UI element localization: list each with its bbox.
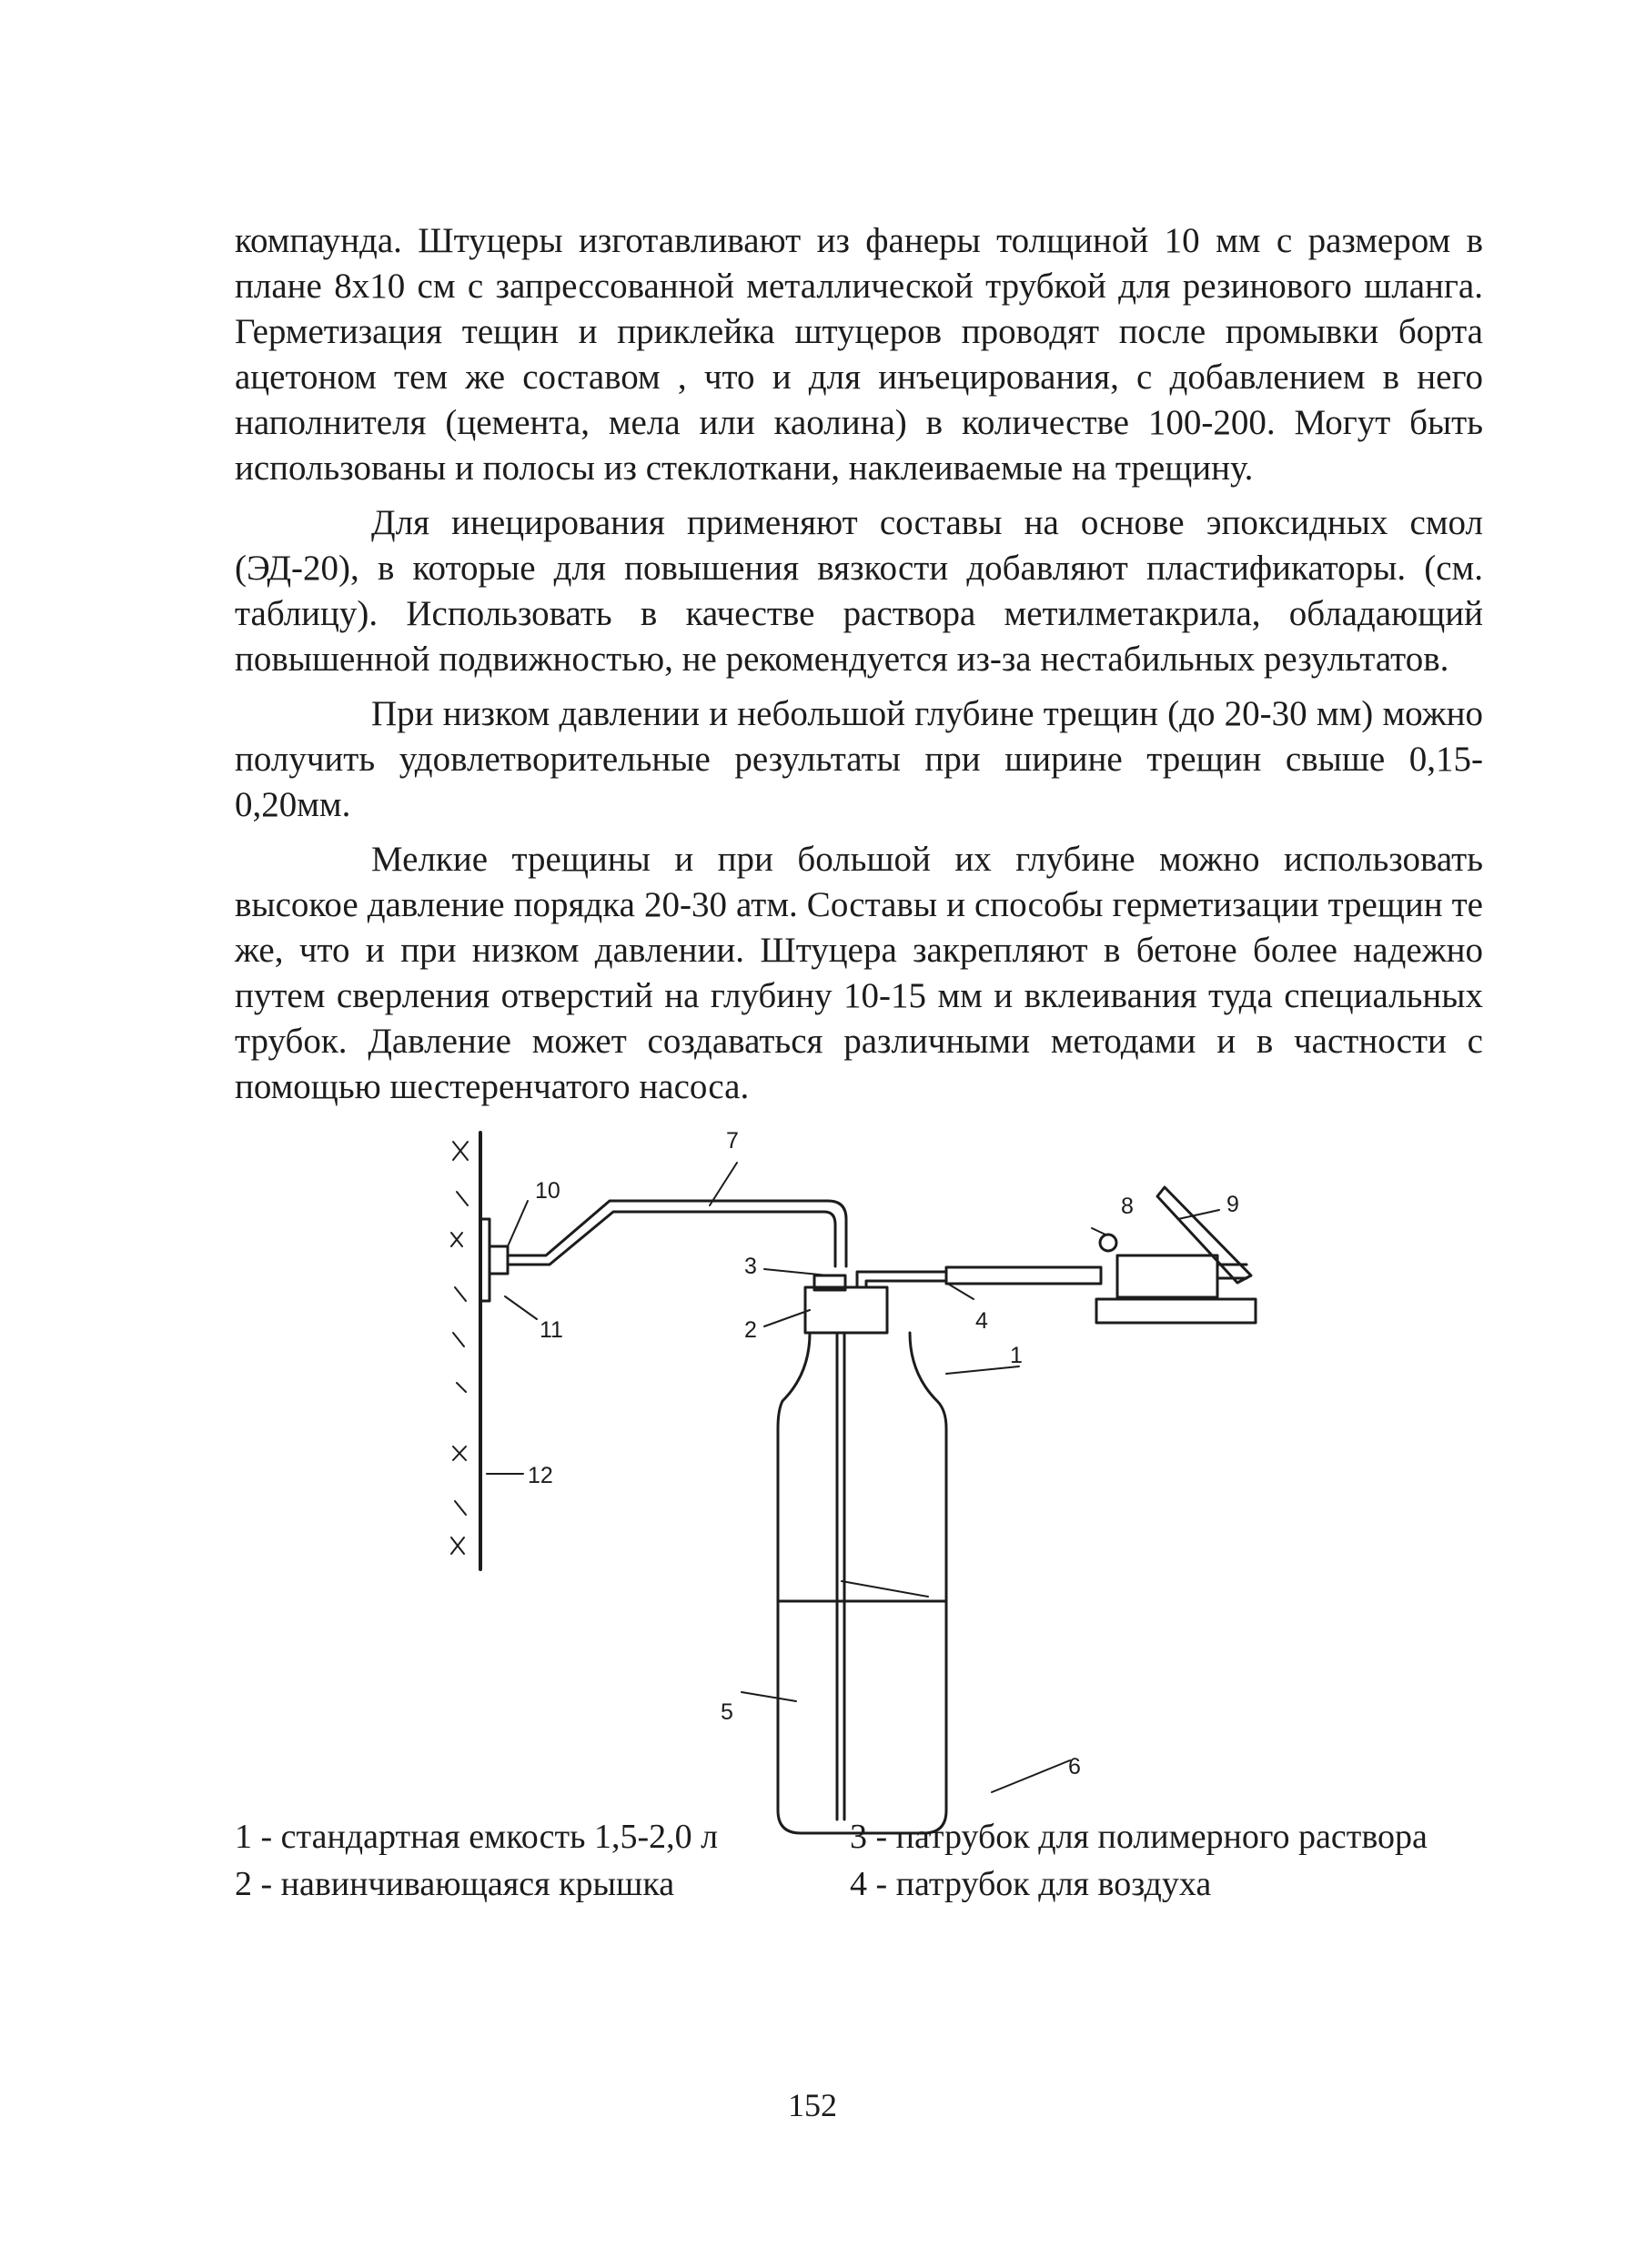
label-3: 3 [744, 1254, 757, 1279]
legend-item-2: 2 - навинчивающаяся крышка [235, 1865, 675, 1903]
legend-item-4: 4 - патрубок для воздуха [850, 1865, 1212, 1903]
page-number: 152 [788, 2087, 837, 2123]
label-8: 8 [1121, 1194, 1134, 1219]
paragraph-3: При низком давлении и небольшой глубине трещин (до 20-30 мм) можно получить удовлетворительные результаты при ширине трещин свыше 0,15-0,20мм. [235, 694, 1483, 824]
label-12: 12 [528, 1463, 553, 1488]
legend-item-1: 1 - стандартная емкость 1,5-2,0 л [235, 1818, 719, 1856]
legend-column-left [235, 1813, 718, 1908]
paragraph-1: компаунда. Штуцеры изготавливают из фанеры толщиной 10 мм с размером в плане 8х10 см с запрессованной металлической трубкой для резинового шланга. Герметизация тещин и приклейка штуцеров проводят после промывки борта ацетоном тем же составом , что и для инъецирования, с добавлением в него наполнителя (цемента, мела или каолина) в количестве 100-200. Могут быть использованы и полосы из стеклоткани, наклеиваемые на трещину. [235, 221, 1483, 488]
legend-column-right [850, 1813, 1428, 1908]
diagram-svg [437, 1119, 1301, 1838]
label-5: 5 [721, 1699, 733, 1725]
legend-item-3: 3 - патрубок для полимерного раствора [850, 1818, 1428, 1856]
label-4: 4 [975, 1308, 988, 1334]
label-2: 2 [744, 1317, 757, 1343]
paragraph-4: Мелкие трещины и при большой их глубине можно использовать высокое давление порядка 20-30 атм. Составы и способы герметизации трещин те же, что и при низком давлении. Штуцера закрепляют в бетоне более надежно путем сверления отверстий на глубину 10-15 мм и вклеивания туда специальных трубок. Давление может создаваться различными методами и в частности с помощью шестеренчатого насоса. [235, 840, 1483, 1106]
injection-apparatus-diagram [437, 1119, 1301, 1838]
label-11: 11 [540, 1317, 563, 1343]
label-6: 6 [1068, 1754, 1081, 1779]
body-text [235, 218, 1483, 1119]
label-9: 9 [1226, 1192, 1239, 1217]
label-10: 10 [535, 1178, 560, 1204]
label-1: 1 [1010, 1343, 1023, 1368]
label-7: 7 [726, 1128, 739, 1154]
paragraph-2: Для инецирования применяют составы на основе эпоксидных смол (ЭД-20), в которые для повышения вязкости добавляют пластификаторы. (см. таблицу). Использовать в качестве раствора метилметакрила, обладающий повышенной подвижностью, не рекомендуется из-за нестабильных результатов. [235, 503, 1483, 679]
